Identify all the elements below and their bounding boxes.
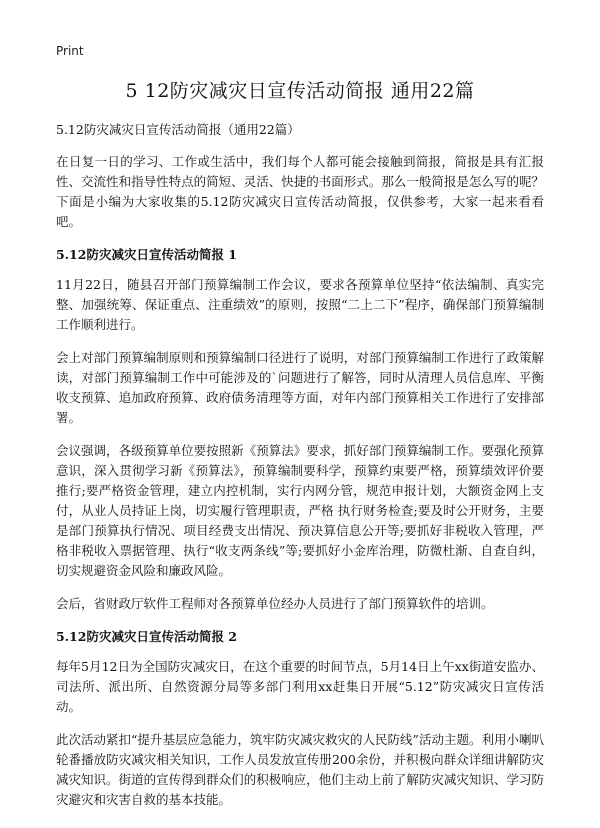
section-heading-2: 5.12防灾减灾日宣传活动简报 2	[56, 629, 237, 644]
print-link[interactable]: Print	[56, 44, 84, 58]
section-1-paragraph-2: 会上对部门预算编制原则和预算编制口径进行了说明，对部门预算编制工作进行了政策解读，对部门预算编制工作中可能涉及的`问题进行了解答，同时从清理人员信息库、平衡收支预算、追加政府预算、政府债务清理等方面，对年内部门预算相关工作进行了安排部署。	[56, 350, 544, 425]
section-heading-1: 5.12防灾减灾日宣传活动简报 1	[56, 247, 237, 262]
document-subtitle: 5.12防灾减灾日宣传活动简报（通用22篇）	[56, 122, 300, 137]
section-1-paragraph-4: 会后，省财政厅软件工程师对各预算单位经办人员进行了部门预算软件的培训。	[56, 596, 494, 611]
document-title: 5 12防灾减灾日宣传活动简报 通用22篇	[125, 80, 475, 102]
section-2-paragraph-1: 每年5月12日为全国防灾减灾日，在这个重要的时间节点，5月14日上午xx街道安监办、司法所、派出所、自然资源分局等多部门利用xx赶集日开展“5.12”防灾减灾日宣传活动。	[56, 659, 544, 714]
section-2-paragraph-2: 此次活动紧扣“提升基层应急能力，筑牢防灾减灾救灾的人民防线”活动主题。利用小喇叭轮番播放防灾减灾相关知识，工作人员发放宣传册200余份，并积极向群众详细讲解防灾减灾知识。街道的宣传得到群众们的积极响应，他们主动上前了解防灾减灾知识、学习防灾避灾和灾害自救的基本技能。	[56, 732, 544, 807]
section-1-paragraph-3: 会议强调，各级预算单位要按照新《预算法》要求，抓好部门预算编制工作。要强化预算意识，深入贯彻学习新《预算法》，预算编制要科学，预算约束要严格，预算绩效评价要推行;要严格资金管理，建立内控机制，实行内网分管，规范申报计划，大额资金网上支付，从业人员持证上岗，切实履行管理职责，严格 执行财务检查;要及时公开财务，主要是部门预算执行情况、项目经费支出情况、预决算信息公开等;要抓好非税收入管理，严格非税收入票据管理、执行“收支两条线”等;要抓好小金库治理，防微杜渐、自查自纠，切实规避资金风险和廉政风险。	[56, 443, 544, 578]
section-1-paragraph-1: 11月22日，随县召开部门预算编制工作会议，要求各预算单位坚持“依法编制、真实完整、加强统筹、保证重点、注重绩效”的原则，按照“二上二下”程序，确保部门预算编制工作顺利进行。	[56, 277, 544, 332]
intro-paragraph: 在日复一日的学习、工作或生活中，我们每个人都可能会接触到简报，简报是具有汇报性、交流性和指导性特点的简短、灵活、快捷的书面形式。那么一般简报是怎么写的呢？下面是小编为大家收集的5.12防灾减灾日宣传活动简报，仅供参考，大家一起来看看吧。	[56, 154, 544, 229]
document-body	[56, 78, 544, 823]
